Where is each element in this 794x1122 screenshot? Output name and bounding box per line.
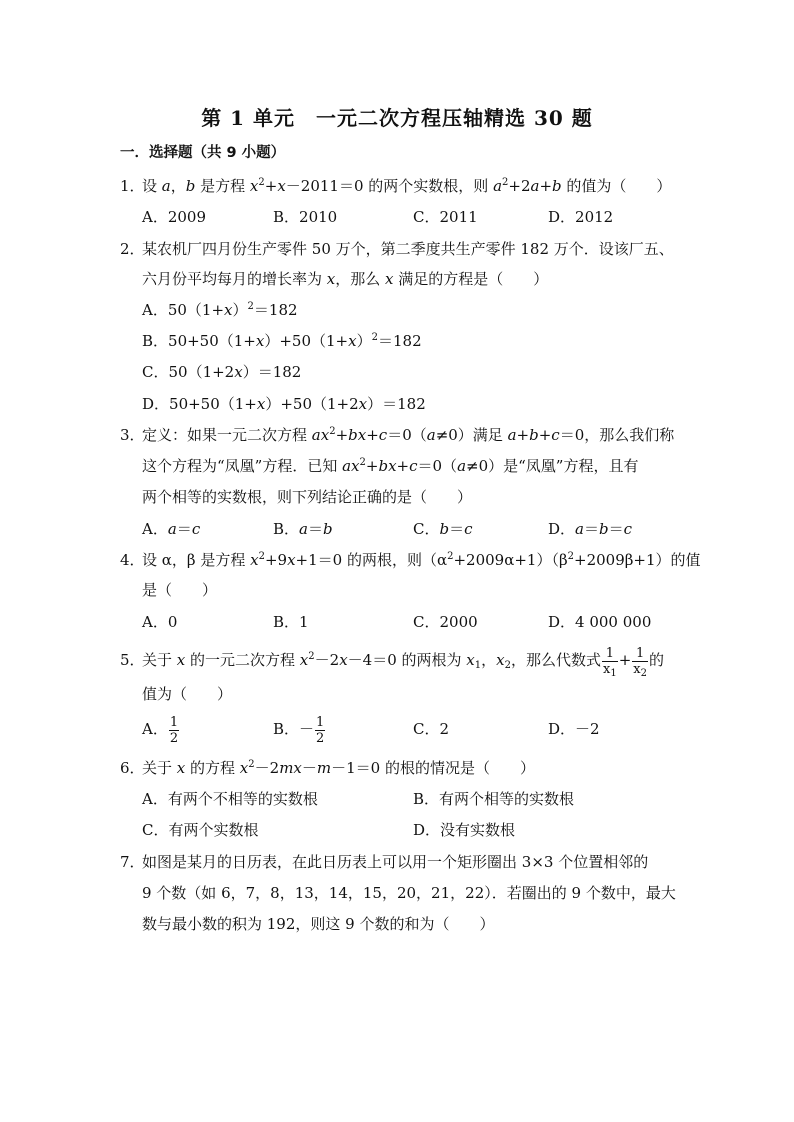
question-3: 3．定义：如果一元二次方程 $ax^2+bx+c=0(a\ne 0)$满足 a+b+c＝0，那么我们称 (120, 426, 675, 444)
q2-option-a: A．$50(1+x)^2=182$ (142, 301, 298, 319)
q3-option-a: A．a＝c (142, 520, 201, 538)
q1-option-d: D．2012 (548, 208, 614, 226)
q1-option-c: C．2011 (413, 208, 478, 226)
question-7-line-3: 数与最小数的积为 192，则这 9 个数的和为（ ） (142, 915, 495, 933)
question-5: 5．关于 x 的一元二次方程 $x^2-2x-4=0$ 的两根为 $x_1$，$x_2$，那么代数式 $\frac{1}{x_1}$ + $\frac{1}{x_2}$ 的 (120, 645, 665, 679)
section-heading: 一．选择题（共 9 小题） (120, 145, 286, 161)
question-3-line-2: 这个方程为“凤凰”方程．已知 $ax^2+bx+c=0(a\ne 0)$是“凤凰”方程，且有 (142, 457, 639, 475)
question-number: 3． (120, 426, 145, 444)
question-number: 6． (120, 759, 145, 777)
question-1: 1．设 a，b 是方程 $x^2+x-2011=0$ 的两个实数根，则 $a^2+2a+b$ 的值为（ ） (120, 177, 672, 195)
q6-option-a: A．有两个不相等的实数根 (142, 790, 318, 808)
q4-option-b: B．1 (273, 613, 309, 631)
question-7: 7．如图是某月的日历表，在此日历表上可以用一个矩形圈出 3×3 个位置相邻的 (120, 853, 649, 871)
q6-option-c: C．有两个实数根 (142, 821, 259, 839)
q2-option-b: B．$50+50(1+x)+50(1+x)^2=182$ (142, 332, 422, 350)
q4-option-d: D．4 000 000 (548, 613, 652, 631)
q5-option-d: D．－2 (548, 720, 600, 738)
fraction-1-over-x1: $\frac{1}{x_1}$ (603, 645, 617, 679)
question-4: 4．设 α，β 是方程 $x^2+9x+1=0$ 的两根，则$(\alpha^2+2009\alpha+1)(\beta^2+2009\beta+1)$的值 (120, 551, 701, 569)
question-6: 6．关于 x 的方程 $x^2-2mx-m-1=0$ 的根的情况是（ ） (120, 759, 535, 777)
question-7-line-2: 9 个数（如 6，7，8，13，14，15，20，21，22）．若圈出的 9 个数中，最大 (142, 884, 676, 902)
question-number: 7． (120, 853, 145, 871)
q3-option-c: C．b＝c (413, 520, 473, 538)
q3-option-d: D．a＝b＝c (548, 520, 633, 538)
q6-option-b: B．有两个相等的实数根 (413, 790, 575, 808)
q3-option-b: B．a＝b (273, 520, 333, 538)
q1-option-b: B．2010 (273, 208, 338, 226)
q5-option-c: C．2 (413, 720, 450, 738)
q2-option-d: D．50+50（1+x）+50（1+2x）＝182 (142, 395, 426, 413)
q1-option-a: A．2009 (142, 208, 207, 226)
question-number: 1． (120, 177, 145, 195)
question-2-line-2: 六月份平均每月的增长率为 x，那么 x 满足的方程是（ ） (142, 270, 549, 288)
question-2: 2．某农机厂四月份生产零件 50 万个，第二季度共生产零件 182 万个．设该厂五、 (120, 240, 674, 258)
question-number: 5． (120, 651, 145, 669)
q5-option-a: A． $\frac{1}{2}$ (142, 714, 179, 746)
q4-option-c: C．2000 (413, 613, 478, 631)
question-3-line-3: 两个相等的实数根，则下列结论正确的是（ ） (142, 488, 473, 506)
question-4-line-2: 是（ ） (142, 581, 218, 599)
q2-option-c: C．50（1+2x）＝182 (142, 363, 302, 381)
q5-option-b: B．－ $\frac{1}{2}$ (273, 714, 325, 746)
question-number: 2． (120, 240, 145, 258)
question-number: 4． (120, 551, 145, 569)
question-5-line-2: 值为（ ） (142, 685, 233, 703)
q4-option-a: A．0 (142, 613, 178, 631)
fraction-1-over-x2: $\frac{1}{x_2}$ (633, 645, 648, 679)
q6-option-d: D．没有实数根 (413, 821, 516, 839)
fraction-one-half: $\frac{1}{2}$ (316, 714, 325, 746)
page-title: 第 1 单元 一元二次方程压轴精选 30 题 (201, 106, 593, 130)
fraction-one-half: $\frac{1}{2}$ (169, 714, 179, 746)
